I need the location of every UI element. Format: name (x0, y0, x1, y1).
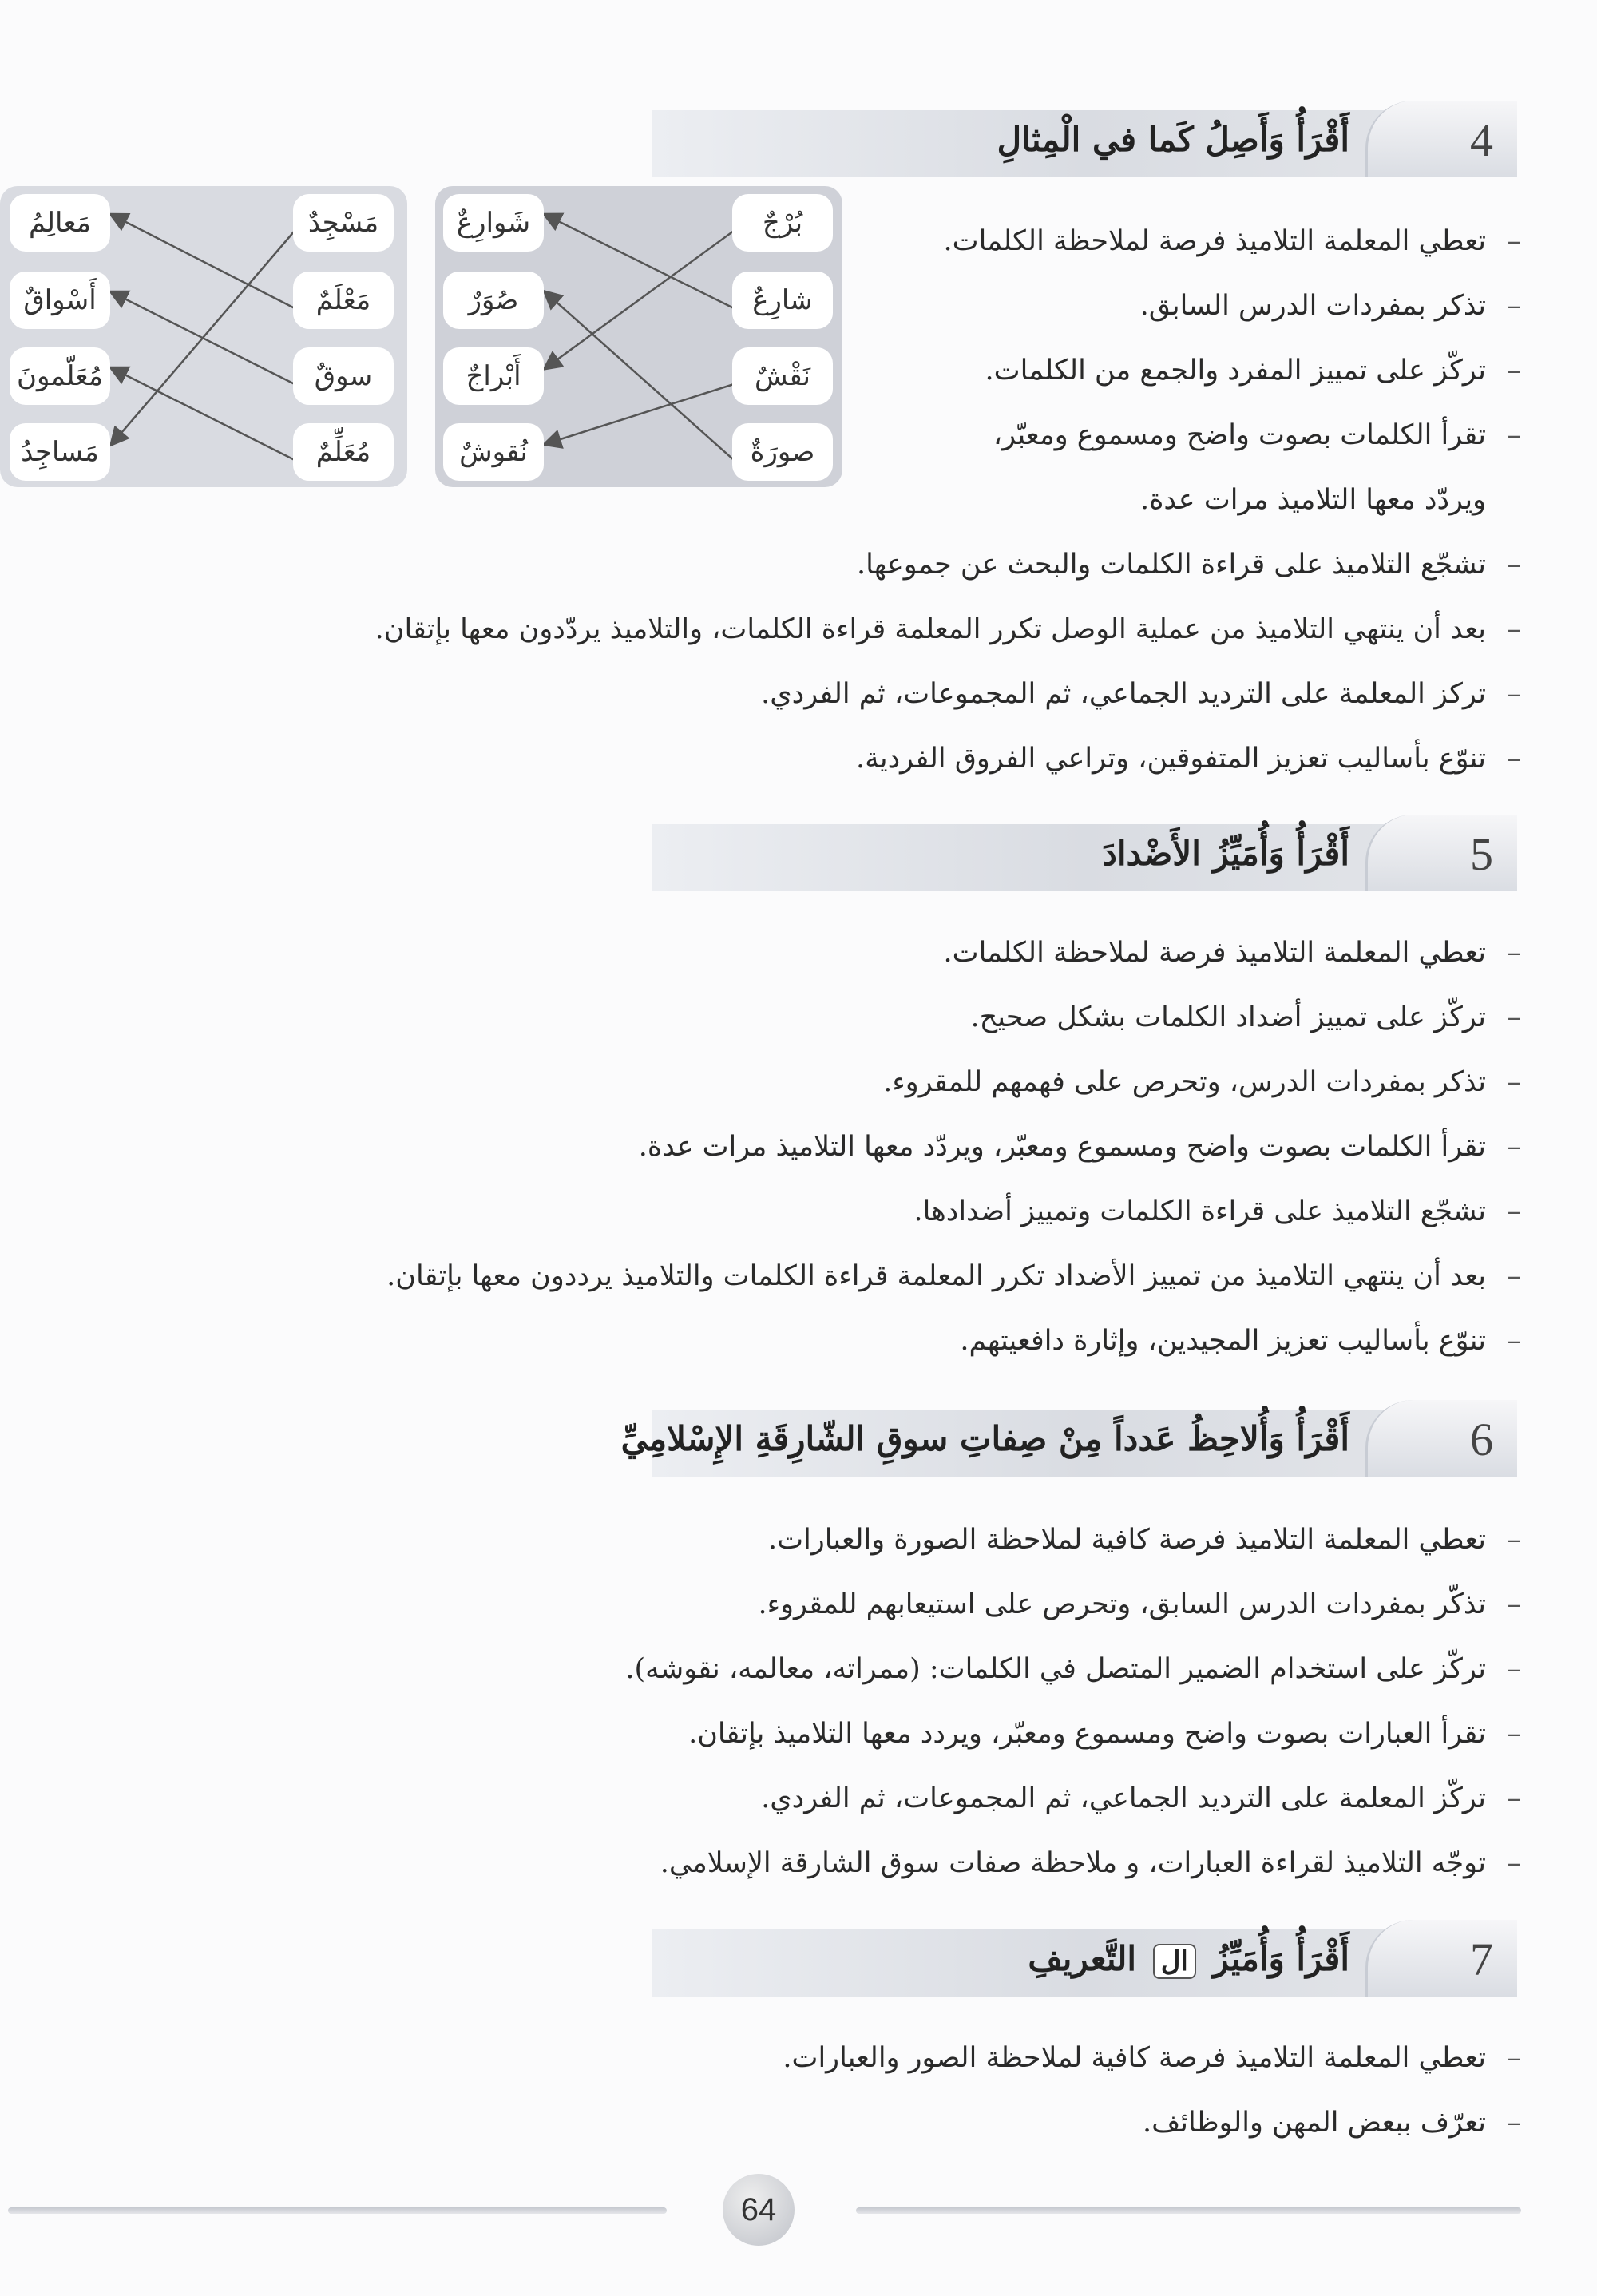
instruction-item: –تركّز على تمييز المفرد والجمع من الكلمات. (985, 355, 1521, 387)
page-number: 64 (723, 2174, 795, 2246)
singular-word-card: مَسْجِدٌ (293, 194, 394, 252)
section-title: أَقْرَأُ وَأَصِلُ كَما في الْمِثالِ (997, 120, 1349, 159)
section-title: أَقْرَأُ وَأُمَيِّزُ ال التَّعريفِ (1028, 1939, 1349, 1978)
instruction-item: –بعد أن ينتهي التلاميذ من عملية الوصل تكرر المعلمة قراءة الكلمات، والتلاميذ يردّدون معها بإتقان. (374, 613, 1521, 645)
instruction-item: –تشجّع التلاميذ على قراءة الكلمات والبحث عن جموعها. (856, 549, 1521, 581)
section-number: 6 (1470, 1414, 1493, 1465)
singular-word-card: سوقٌ (293, 347, 394, 405)
instruction-item: –تذكّر بمفردات الدرس السابق، وتحرص على استيعابهم للمقروء. (758, 1588, 1521, 1620)
section-title: أَقْرَأُ وَأُمَيِّزُ الأَضْدادَ (1102, 834, 1349, 873)
plural-word-card: أَبْراجٌ (443, 347, 544, 405)
instruction-continuation: ويردّد معها التلاميذ مرات عدة. (1139, 484, 1486, 516)
instruction-item: –تعطي المعلمة التلاميذ فرصة لملاحظة الكلمات. (943, 225, 1521, 257)
instruction-item: –تعطي المعلمة التلاميذ فرصة لملاحظة الكلمات. (943, 937, 1521, 969)
section-7-instructions (84, 2026, 1521, 2155)
instruction-item: –تقرأ العبارات بصوت واضح ومسموع ومعبّر، ويردد معها التلاميذ بإتقان. (688, 1718, 1521, 1750)
plural-word-card: مَعالِمُ (10, 194, 110, 252)
footer-rule-left (8, 2207, 667, 2214)
instruction-item: –تذكر بمفردات الدرس، وتحرص على فهمهم للمقروء. (883, 1066, 1521, 1098)
instruction-item: –تشجّع التلاميذ على قراءة الكلمات وتمييز أضدادها. (913, 1196, 1521, 1227)
singular-word-card: شارِعٌ (732, 272, 833, 329)
instruction-item: –تنوّع بأساليب تعزيز المجيدين، وإثارة دافعيتهم. (960, 1325, 1521, 1357)
section-7-header (652, 1929, 1517, 1997)
instruction-item: –تعرّف ببعض المهن والوظائف. (1142, 2107, 1521, 2139)
singular-word-card: مَعْلَمٌ (293, 272, 394, 329)
instruction-item: –توجّه التلاميذ لقراءة العبارات، و ملاحظة صفات سوق الشارقة الإسلامي. (660, 1847, 1521, 1879)
singular-word-card: صورَةٌ (732, 423, 833, 481)
plural-word-card: نُقوشٌ (443, 423, 544, 481)
instruction-item: –تركّز على تمييز أضداد الكلمات بشكل صحيح. (970, 1001, 1521, 1033)
plural-word-card: مَساجِدُ (10, 423, 110, 481)
section-6-instructions (84, 1508, 1521, 1896)
instruction-item: –تركّز على استخدام الضمير المتصل في الكلمات: (ممراته، معالمه، نقوشه). (625, 1653, 1521, 1685)
section-number: 7 (1470, 1933, 1493, 1985)
section-number: 5 (1470, 828, 1493, 880)
header-tab (1365, 815, 1517, 891)
boxed-al: ال (1153, 1944, 1196, 1979)
plural-word-card: أَسْواقٌ (10, 272, 110, 329)
instruction-item: –تعطي المعلمة التلاميذ فرصة كافية لملاحظة الصورة والعبارات. (768, 1524, 1521, 1556)
singular-word-card: بُرْجٌ (732, 194, 833, 252)
section-title: أَقْرَأُ وَأُلاحِظُ عَدداً مِنْ صِفاتِ سوقِ الشّارِقَةِ الإِسْلامِيِّ (620, 1419, 1349, 1458)
instruction-item: –تعطي المعلمة التلاميذ فرصة كافية لملاحظة الصور والعبارات. (783, 2042, 1521, 2074)
section-6-header (620, 1410, 1517, 1477)
footer-rule-right (856, 2207, 1521, 2214)
section-4-instructions (84, 209, 1521, 791)
header-tab (1365, 101, 1517, 177)
instruction-item: –تركز المعلمة على الترديد الجماعي، ثم المجموعات، ثم الفردي. (761, 678, 1521, 710)
plural-word-card: مُعَلّمونَ (10, 347, 110, 405)
plural-word-card: شَوارِعٌ (443, 194, 544, 252)
instruction-item: –تقرأ الكلمات بصوت واضح ومسموع ومعبّر، ويردّد معها التلاميذ مرات عدة. (638, 1131, 1521, 1163)
instruction-item: –تركّز المعلمة على الترديد الجماعي، ثم المجموعات، ثم الفردي. (761, 1782, 1521, 1814)
header-tab (1365, 1400, 1517, 1477)
section-number: 4 (1470, 114, 1493, 166)
section-5-instructions (84, 921, 1521, 1374)
instruction-item: –بعد أن ينتهي التلاميذ من تمييز الأضداد تكرر المعلمة قراءة الكلمات والتلاميذ يرددون معها بإتقان. (386, 1260, 1521, 1292)
instruction-item: –تقرأ الكلمات بصوت واضح ومسموع ومعبّر، (993, 419, 1521, 451)
section-4-header (652, 110, 1517, 177)
instruction-item: –تذكر بمفردات الدرس السابق. (1139, 290, 1521, 322)
section-5-header (652, 824, 1517, 891)
instruction-item: –تنوّع بأساليب تعزيز المتفوقين، وتراعي الفروق الفردية. (855, 743, 1521, 775)
singular-word-card: نَقْشٌ (732, 347, 833, 405)
singular-word-card: مُعَلِّمٌ (293, 423, 394, 481)
header-tab (1365, 1920, 1517, 1997)
plural-word-card: صُوَرٌ (443, 272, 544, 329)
